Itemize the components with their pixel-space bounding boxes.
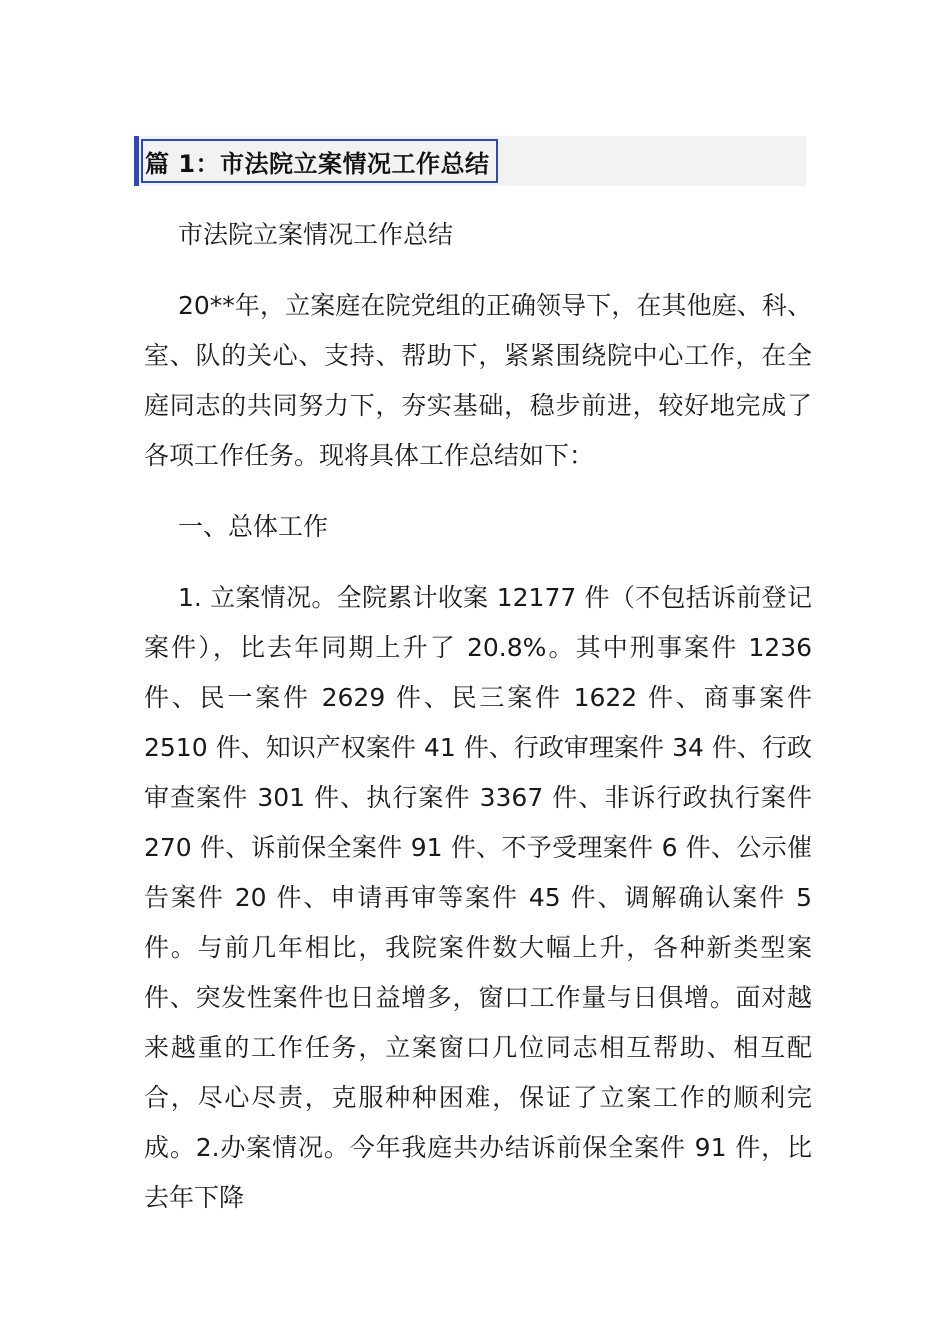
section-title: 一、总体工作 bbox=[178, 512, 329, 541]
section-body-paragraph: 1. 立案情况。全院累计收案 12177 件（不包括诉前登记案件），比去年同期上升了 20.8%。其中刑事案件 1236 件、民一案件 2629 件、民三案件 1622 件、商事案件 2510 件、知识产权案件 41 件、行政审理案件 34 件、行政审查案件 301 件、执行案件 3367 件、非诉行政执行案件 270 件、诉前保全案件 91 件、不予受理案件 6 件、公示催告案件 20 件、申请再审等案件 45 件、调解确认案件 5 件。与前几年相比，我院案件数大幅上升，各种新类型案件、突发性案件也日益增多，窗口工作量与日俱增。面对越来越重的工作任务，立案窗口几位同志相互帮助、相互配合，尽心尽责，克服种种困难，保证了立案工作的顺利完成。2.办案情况。今年我庭共办结诉前保全案件 91 件，比去年下降 bbox=[144, 583, 812, 1212]
heading-band bbox=[134, 136, 806, 186]
heading-box bbox=[141, 139, 498, 183]
heading-accent-bar bbox=[134, 136, 139, 186]
document-subtitle: 市法院立案情况工作总结 bbox=[178, 220, 454, 249]
intro-paragraph: 20**年，立案庭在院党组的正确领导下，在其他庭、科、室、队的关心、支持、帮助下，紧紧围绕院中心工作，在全庭同志的共同努力下，夯实基础，稳步前进，较好地完成了各项工作任务。现将具体工作总结如下： bbox=[144, 291, 812, 470]
document-body bbox=[144, 210, 812, 1223]
document-heading: 篇 1：市法院立案情况工作总结 bbox=[145, 149, 490, 178]
